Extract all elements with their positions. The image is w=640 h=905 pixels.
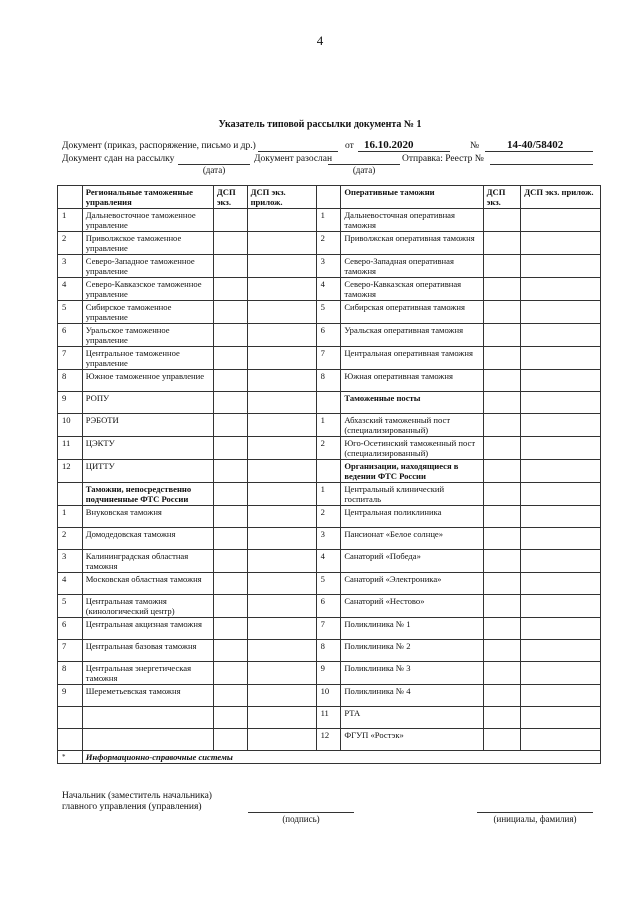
table-row [58, 573, 601, 595]
left-dsp-app-cell [247, 662, 316, 685]
left-dsp-cell [213, 640, 247, 662]
left-num-cell: 7 [58, 640, 83, 662]
table-row [58, 618, 601, 640]
table-row [58, 232, 601, 255]
right-dsp-app-cell [521, 255, 601, 278]
right-dsp-cell [483, 347, 521, 370]
table-row [58, 662, 601, 685]
right-num-cell: 8 [316, 640, 341, 662]
right-name-cell: Санаторий «Электроника» [341, 573, 483, 595]
left-dsp-app-cell [247, 255, 316, 278]
right-dsp-cell [483, 729, 521, 751]
right-dsp-app-cell [521, 528, 601, 550]
left-dsp-cell [213, 506, 247, 528]
left-dsp-app-cell [247, 414, 316, 437]
right-num-cell: 7 [316, 618, 341, 640]
left-dsp-cell [213, 573, 247, 595]
left-num-cell: 7 [58, 347, 83, 370]
left-num-cell: 2 [58, 528, 83, 550]
left-dsp-app-cell [247, 460, 316, 483]
left-name-cell: ЦЭКТУ [82, 437, 213, 460]
left-num-cell [58, 707, 83, 729]
right-dsp-cell [483, 437, 521, 460]
document-title: Указатель типовой рассылки документа № 1 [218, 119, 422, 130]
right-num-cell: 5 [316, 573, 341, 595]
left-num-cell: 9 [58, 392, 83, 414]
left-dsp-cell [213, 255, 247, 278]
left-dsp-cell [213, 528, 247, 550]
right-name-cell: Поликлиника № 4 [341, 685, 483, 707]
right-num-cell: 4 [316, 550, 341, 573]
name-line [477, 812, 593, 813]
signature-title-line2: главного управления (управления) [62, 802, 202, 812]
left-dsp-cell [213, 392, 247, 414]
right-dsp-app-cell [521, 301, 601, 324]
right-dsp-app-cell [521, 685, 601, 707]
left-name-cell: Таможни, непосредственно подчиненные ФТС России [82, 483, 213, 506]
right-name-cell: Центральная оперативная таможня [341, 347, 483, 370]
left-num-cell: 8 [58, 662, 83, 685]
table-row [58, 392, 601, 414]
table-row [58, 729, 601, 751]
right-num-cell: 6 [316, 324, 341, 347]
left-name-cell: Внуковская таможня [82, 506, 213, 528]
left-dsp-app-cell [247, 301, 316, 324]
table-row [58, 437, 601, 460]
left-dsp-app-cell [247, 209, 316, 232]
left-dsp-app-cell [247, 528, 316, 550]
left-name-cell: Северо-Кавказское таможенное управление [82, 278, 213, 301]
left-num-cell: 3 [58, 550, 83, 573]
left-name-cell: Приволжское таможенное управление [82, 232, 213, 255]
table-row [58, 595, 601, 618]
left-name-cell: Центральная базовая таможня [82, 640, 213, 662]
right-num-cell: 1 [316, 483, 341, 506]
left-name-cell: ЦИТТУ [82, 460, 213, 483]
right-num-cell: 1 [316, 414, 341, 437]
signature-title-line1: Начальник (заместитель начальника) [62, 791, 212, 801]
right-num-cell: 2 [316, 232, 341, 255]
doc-number-label: № [470, 141, 480, 151]
left-dsp-app-cell [247, 550, 316, 573]
left-name-cell: Домодедовская таможня [82, 528, 213, 550]
right-name-cell: Дальневосточная оперативная таможня [341, 209, 483, 232]
left-num-cell: 2 [58, 232, 83, 255]
left-dsp-cell [213, 729, 247, 751]
left-dsp-app-cell [247, 685, 316, 707]
table-row [58, 506, 601, 528]
left-dsp-app-cell [247, 370, 316, 392]
left-dsp-app-cell [247, 392, 316, 414]
left-num-cell: 3 [58, 255, 83, 278]
left-name-cell: Северо-Западное таможенное управление [82, 255, 213, 278]
right-dsp-app-cell [521, 662, 601, 685]
left-dsp-cell [213, 301, 247, 324]
table-row [58, 278, 601, 301]
doc-from-label: от [345, 141, 354, 151]
right-dsp-cell [483, 550, 521, 573]
right-dsp-cell [483, 324, 521, 347]
doc-number: 14-40/58402 [507, 139, 564, 151]
right-dsp-app-cell [521, 550, 601, 573]
left-dsp-cell [213, 347, 247, 370]
right-dsp-cell [483, 460, 521, 483]
left-num-cell: 4 [58, 278, 83, 301]
dispatch-line [490, 164, 593, 165]
right-dsp-app-cell [521, 324, 601, 347]
sent-out-label: Документ разослан [254, 154, 333, 164]
table-row [58, 460, 601, 483]
table-row [58, 255, 601, 278]
left-name-cell [82, 729, 213, 751]
left-num-cell: 1 [58, 506, 83, 528]
right-num-cell: 4 [316, 278, 341, 301]
left-dsp-cell [213, 460, 247, 483]
right-dsp-cell [483, 595, 521, 618]
left-dsp-app-cell [247, 506, 316, 528]
right-name-cell: Приволжская оперативная таможня [341, 232, 483, 255]
right-name-cell: Уральская оперативная таможня [341, 324, 483, 347]
right-num-cell: 3 [316, 255, 341, 278]
table-row [58, 301, 601, 324]
right-dsp-app-cell [521, 573, 601, 595]
right-dsp-cell [483, 506, 521, 528]
doc-label: Документ (приказ, распоряжение, письмо и др.) [62, 141, 256, 151]
left-dsp-cell [213, 550, 247, 573]
doc-blank-line [258, 151, 338, 152]
table-row [58, 324, 601, 347]
header-dsp-app-left: ДСП экз. прилож. [247, 186, 316, 209]
left-num-cell: 5 [58, 301, 83, 324]
right-name-cell: Санаторий «Нестово» [341, 595, 483, 618]
right-name-cell: Поликлиника № 2 [341, 640, 483, 662]
right-dsp-cell [483, 640, 521, 662]
left-dsp-cell [213, 707, 247, 729]
left-dsp-app-cell [247, 595, 316, 618]
right-num-cell: 1 [316, 209, 341, 232]
left-dsp-cell [213, 618, 247, 640]
table-row [58, 209, 601, 232]
right-dsp-app-cell [521, 595, 601, 618]
left-name-cell: Центральное таможенное управление [82, 347, 213, 370]
left-name-cell: Калининградская областная таможня [82, 550, 213, 573]
right-dsp-app-cell [521, 370, 601, 392]
right-dsp-app-cell [521, 506, 601, 528]
left-dsp-app-cell [247, 483, 316, 506]
left-num-cell: 1 [58, 209, 83, 232]
left-num-cell: 5 [58, 595, 83, 618]
right-name-cell: Центральная поликлиника [341, 506, 483, 528]
doc-number-line [485, 151, 593, 152]
name-caption: (инициалы, фамилия) [493, 814, 577, 824]
left-dsp-cell [213, 414, 247, 437]
right-name-cell: Пансионат «Белое солнце» [341, 528, 483, 550]
right-dsp-app-cell [521, 414, 601, 437]
table-row [58, 685, 601, 707]
left-dsp-cell [213, 209, 247, 232]
page-number: 4 [316, 33, 324, 48]
left-dsp-cell [213, 370, 247, 392]
right-dsp-app-cell [521, 618, 601, 640]
table-row [58, 528, 601, 550]
left-dsp-cell [213, 685, 247, 707]
left-dsp-app-cell [247, 640, 316, 662]
right-dsp-cell [483, 662, 521, 685]
table-row [58, 640, 601, 662]
table-row [58, 347, 601, 370]
left-dsp-app-cell [247, 618, 316, 640]
table-row [58, 414, 601, 437]
right-dsp-cell [483, 301, 521, 324]
right-dsp-app-cell [521, 278, 601, 301]
right-num-cell: 2 [316, 506, 341, 528]
table-row [58, 483, 601, 506]
left-dsp-app-cell [247, 324, 316, 347]
left-dsp-cell [213, 437, 247, 460]
right-name-cell: Северо-Западная оперативная таможня [341, 255, 483, 278]
header-dsp-app-right: ДСП экз. прилож. [521, 186, 601, 209]
right-name-cell: Юго-Осетинский таможенный пост (специализированный) [341, 437, 483, 460]
right-dsp-app-cell [521, 232, 601, 255]
right-dsp-cell [483, 414, 521, 437]
table-row [58, 707, 601, 729]
right-name-cell: Таможенные посты [341, 392, 483, 414]
left-dsp-app-cell [247, 278, 316, 301]
left-name-cell: РОПУ [82, 392, 213, 414]
left-dsp-cell [213, 278, 247, 301]
left-num-cell [58, 483, 83, 506]
right-num-cell: 10 [316, 685, 341, 707]
right-dsp-app-cell [521, 347, 601, 370]
right-dsp-app-cell [521, 707, 601, 729]
right-num-cell: 12 [316, 729, 341, 751]
right-dsp-app-cell [521, 483, 601, 506]
left-name-cell: РЭБОТИ [82, 414, 213, 437]
date-caption-2: (дата) [352, 165, 376, 175]
footer-mark: * [58, 751, 83, 764]
left-name-cell [82, 707, 213, 729]
right-num-cell: 7 [316, 347, 341, 370]
right-dsp-cell [483, 370, 521, 392]
header-num-left [58, 186, 83, 209]
dispatch-label: Отправка: Реестр № [402, 154, 484, 164]
right-name-cell: Абхазский таможенный пост (специализированный) [341, 414, 483, 437]
left-dsp-app-cell [247, 347, 316, 370]
left-dsp-app-cell [247, 729, 316, 751]
right-num-cell: 3 [316, 528, 341, 550]
left-dsp-app-cell [247, 232, 316, 255]
right-dsp-app-cell [521, 209, 601, 232]
left-name-cell: Сибирское таможенное управление [82, 301, 213, 324]
left-name-cell: Центральная акцизная таможня [82, 618, 213, 640]
right-num-cell: 8 [316, 370, 341, 392]
right-dsp-cell [483, 392, 521, 414]
left-dsp-cell [213, 483, 247, 506]
left-dsp-cell [213, 324, 247, 347]
left-dsp-cell [213, 595, 247, 618]
right-name-cell: ФГУП «Ростэк» [341, 729, 483, 751]
right-num-cell: 6 [316, 595, 341, 618]
left-dsp-cell [213, 232, 247, 255]
date-caption-1: (дата) [202, 165, 226, 175]
doc-date: 16.10.2020 [364, 139, 414, 151]
right-num-cell: 2 [316, 437, 341, 460]
distribution-table [57, 185, 601, 764]
left-num-cell: 6 [58, 324, 83, 347]
left-num-cell: 8 [58, 370, 83, 392]
left-dsp-cell [213, 662, 247, 685]
header-regional-title: Региональные таможенные управления [82, 186, 213, 209]
right-dsp-app-cell [521, 640, 601, 662]
right-name-cell: Поликлиника № 3 [341, 662, 483, 685]
left-num-cell: 6 [58, 618, 83, 640]
left-name-cell: Центральная энергетическая таможня [82, 662, 213, 685]
table-row [58, 550, 601, 573]
left-dsp-app-cell [247, 573, 316, 595]
right-dsp-cell [483, 618, 521, 640]
right-num-cell [316, 460, 341, 483]
left-name-cell: Центральная таможня (кинологический центр) [82, 595, 213, 618]
right-dsp-cell [483, 685, 521, 707]
right-name-cell: Центральный клинический госпиталь [341, 483, 483, 506]
right-num-cell [316, 392, 341, 414]
right-dsp-cell [483, 707, 521, 729]
right-name-cell: Организации, находящиеся в ведении ФТС России [341, 460, 483, 483]
left-name-cell: Уральское таможенное управление [82, 324, 213, 347]
sent-label: Документ сдан на рассылку [62, 154, 175, 164]
left-num-cell: 4 [58, 573, 83, 595]
right-dsp-cell [483, 483, 521, 506]
header-operative-title: Оперативные таможни [341, 186, 483, 209]
right-name-cell: Сибирская оперативная таможня [341, 301, 483, 324]
left-name-cell: Южное таможенное управление [82, 370, 213, 392]
right-name-cell: Южная оперативная таможня [341, 370, 483, 392]
left-num-cell: 10 [58, 414, 83, 437]
right-dsp-app-cell [521, 392, 601, 414]
table-header-row [58, 186, 601, 209]
left-name-cell: Дальневосточное таможенное управление [82, 209, 213, 232]
right-name-cell: Северо-Кавказская оперативная таможня [341, 278, 483, 301]
right-dsp-cell [483, 528, 521, 550]
right-name-cell: РТА [341, 707, 483, 729]
right-num-cell: 5 [316, 301, 341, 324]
header-dsp-left: ДСП экз. [213, 186, 247, 209]
right-dsp-cell [483, 232, 521, 255]
right-dsp-app-cell [521, 460, 601, 483]
right-num-cell: 9 [316, 662, 341, 685]
left-name-cell: Московская областная таможня [82, 573, 213, 595]
signature-caption: (подпись) [282, 814, 320, 824]
header-num-right [316, 186, 341, 209]
right-dsp-cell [483, 209, 521, 232]
footer-row [58, 751, 601, 764]
signature-line [248, 812, 354, 813]
right-dsp-cell [483, 255, 521, 278]
left-dsp-app-cell [247, 437, 316, 460]
left-num-cell: 11 [58, 437, 83, 460]
right-dsp-cell [483, 278, 521, 301]
footer-info-systems: Информационно-справочные системы [82, 751, 600, 764]
doc-date-line [358, 151, 450, 152]
right-num-cell: 11 [316, 707, 341, 729]
left-num-cell [58, 729, 83, 751]
left-num-cell: 9 [58, 685, 83, 707]
right-dsp-app-cell [521, 729, 601, 751]
left-num-cell: 12 [58, 460, 83, 483]
table-row [58, 370, 601, 392]
left-dsp-app-cell [247, 707, 316, 729]
right-dsp-cell [483, 573, 521, 595]
right-dsp-app-cell [521, 437, 601, 460]
right-name-cell: Поликлиника № 1 [341, 618, 483, 640]
header-dsp-right: ДСП экз. [483, 186, 521, 209]
left-name-cell: Шереметьевская таможня [82, 685, 213, 707]
right-name-cell: Санаторий «Победа» [341, 550, 483, 573]
